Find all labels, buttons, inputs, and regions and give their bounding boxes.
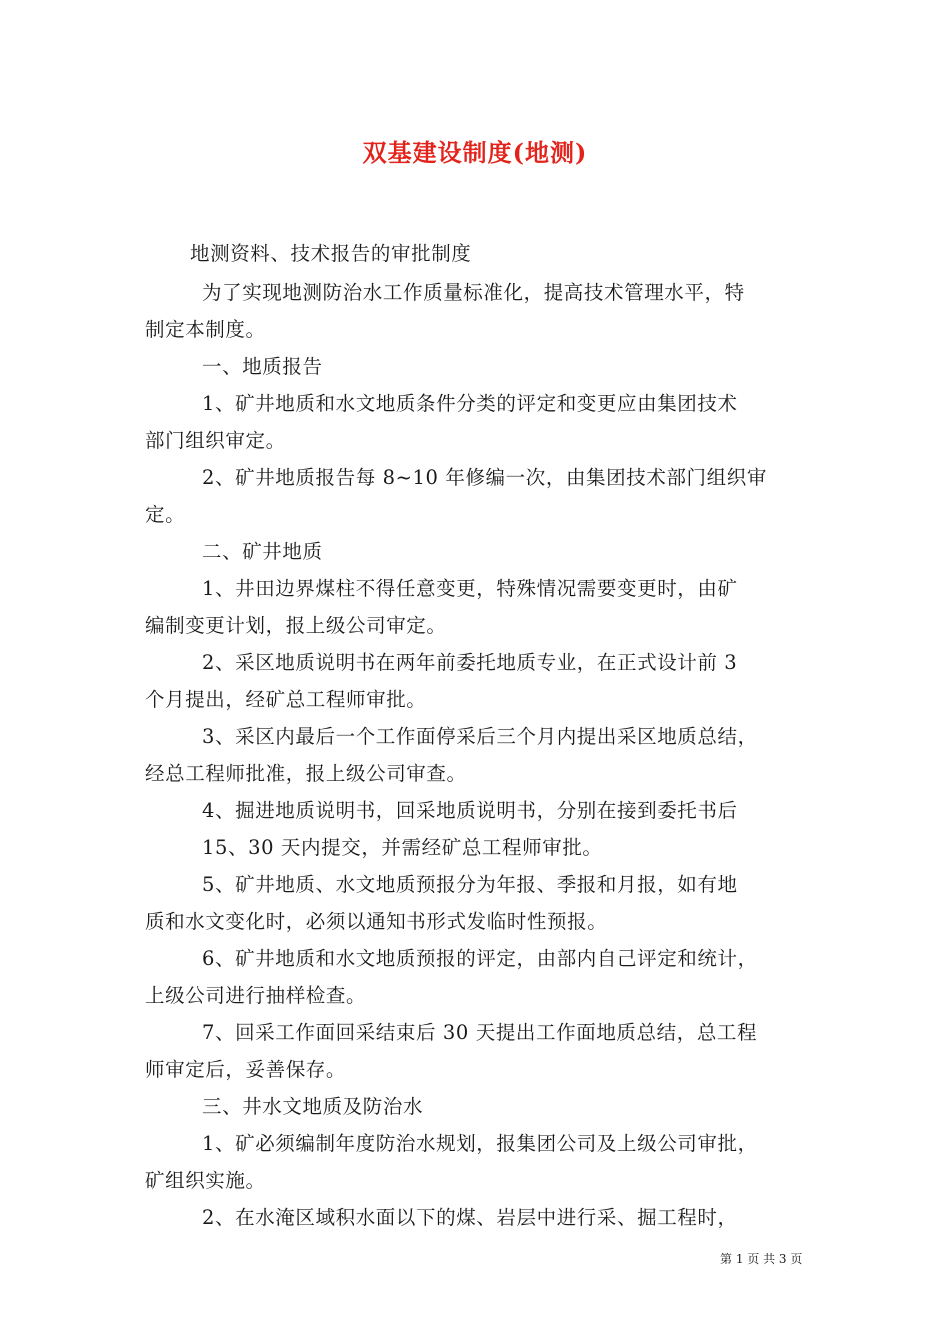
paragraph-line: 师审定后，妥善保存。	[145, 1058, 347, 1081]
paragraph-line: 部门组织审定。	[145, 429, 286, 452]
paragraph-line: 15、30 天内提交，并需经矿总工程师审批。	[202, 836, 603, 859]
section-heading: 地测资料、技术报告的审批制度	[190, 242, 472, 265]
paragraph-line: 1、矿必须编制年度防治水规划，报集团公司及上级公司审批，	[202, 1132, 758, 1155]
paragraph-line: 1、矿井地质和水文地质条件分类的评定和变更应由集团技术	[202, 392, 738, 415]
paragraph-line: 质和水文变化时，必须以通知书形式发临时性预报。	[145, 910, 608, 933]
paragraph-line: 制定本制度。	[145, 318, 266, 341]
paragraph-line: 6、矿井地质和水文地质预报的评定，由部内自己评定和统计，	[202, 947, 758, 970]
paragraph-line: 1、井田边界煤柱不得任意变更，特殊情况需要变更时，由矿	[202, 577, 738, 600]
paragraph-line: 定。	[145, 503, 186, 526]
paragraph-line: 7、回采工作面回采结束后 30 天提出工作面地质总结，总工程	[202, 1021, 758, 1044]
paragraph-line: 2、采区地质说明书在两年前委托地质专业，在正式设计前 3	[202, 651, 738, 674]
paragraph-line: 编制变更计划，报上级公司审定。	[145, 614, 447, 637]
paragraph-line: 上级公司进行抽样检查。	[145, 984, 367, 1007]
paragraph-line: 2、矿井地质报告每 8~10 年修编一次，由集团技术部门组织审	[202, 466, 767, 489]
paragraph-line: 2、在水淹区域积水面以下的煤、岩层中进行采、掘工程时，	[202, 1206, 738, 1229]
page-number: 第 1 页 共 3 页	[720, 1252, 803, 1266]
section-heading: 一、地质报告	[202, 355, 323, 378]
paragraph-line: 3、采区内最后一个工作面停采后三个月内提出采区地质总结，	[202, 725, 758, 748]
paragraph-line: 5、矿井地质、水文地质预报分为年报、季报和月报，如有地	[202, 873, 738, 896]
section-heading: 二、矿井地质	[202, 540, 323, 563]
paragraph-line: 矿组织实施。	[145, 1169, 266, 1192]
paragraph-line: 4、掘进地质说明书，回采地质说明书，分别在接到委托书后	[202, 799, 738, 822]
paragraph-line: 经总工程师批准，报上级公司审查。	[145, 762, 467, 785]
paragraph-line: 个月提出，经矿总工程师审批。	[145, 688, 427, 711]
document-title: 双基建设制度(地测)	[362, 138, 588, 167]
paragraph-line: 为了实现地测防治水工作质量标准化，提高技术管理水平，特	[202, 281, 745, 304]
section-heading: 三、井水文地质及防治水	[202, 1095, 424, 1118]
